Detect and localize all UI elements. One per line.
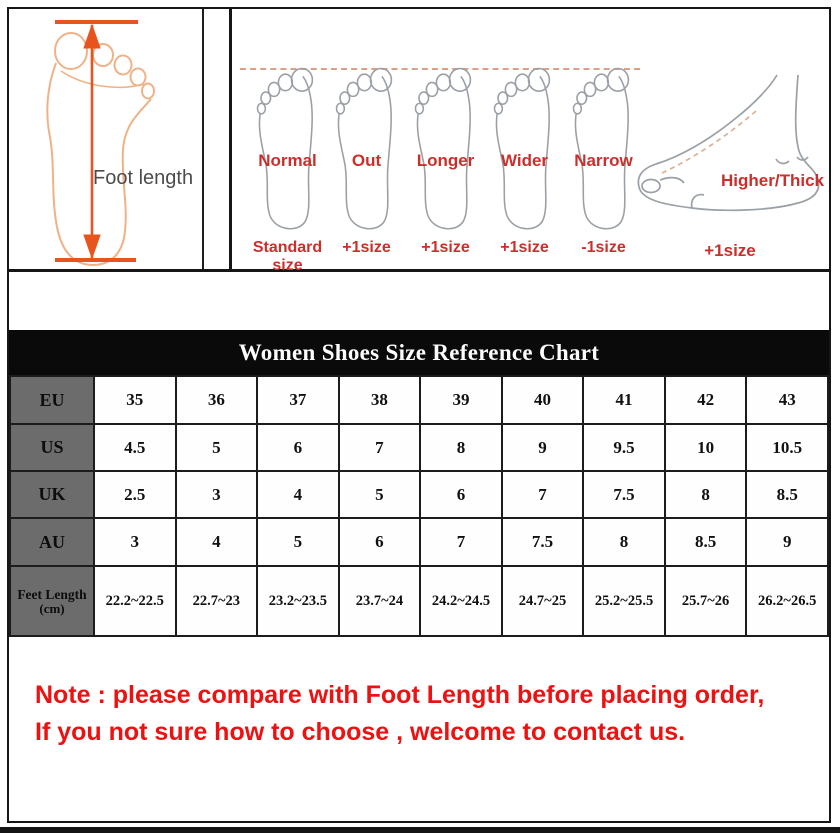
size-row-uk (10, 471, 828, 518)
higher-thick-size-adjustment: +1size (704, 241, 756, 260)
row-label: US (10, 424, 94, 471)
foot-profile-outline-icon (634, 73, 826, 218)
size-row-us (10, 424, 828, 471)
foot-outline-top-view-icon (490, 65, 560, 235)
foot-type-label: Wider (500, 151, 549, 170)
note-text (35, 677, 840, 751)
foot-type-label: Out (351, 151, 382, 170)
size-cell: 26.2~26.5 (746, 566, 828, 636)
foot-diagram-narrow (564, 65, 643, 256)
size-cell: 24.7~25 (502, 566, 584, 636)
size-cell: 8 (583, 518, 665, 566)
size-row-au (10, 518, 828, 566)
size-cell: 25.7~26 (665, 566, 747, 636)
size-cell: 8.5 (746, 471, 828, 518)
row-label: Feet Length (cm) (10, 566, 94, 636)
size-cell: 5 (339, 471, 421, 518)
size-cell: 7.5 (502, 518, 584, 566)
size-chart-title: Women Shoes Size Reference Chart (9, 330, 829, 375)
size-cell: 7 (502, 471, 584, 518)
higher-thick-label: Higher/Thick (721, 171, 824, 190)
row-label: UK (10, 471, 94, 518)
size-cell: 8 (420, 424, 502, 471)
size-cell: 8.5 (665, 518, 747, 566)
size-cell: 9 (746, 518, 828, 566)
size-cell: 4.5 (94, 424, 176, 471)
size-table-body (10, 376, 828, 636)
size-cell: 37 (257, 376, 339, 424)
size-cell: 8 (665, 471, 747, 518)
size-cell: 3 (176, 471, 258, 518)
size-cell: 22.2~22.5 (94, 566, 176, 636)
size-cell: 24.2~24.5 (420, 566, 502, 636)
foot-outline-top-view-icon (411, 65, 481, 235)
size-cell: 6 (257, 424, 339, 471)
size-cell: 6 (339, 518, 421, 566)
size-cell: 43 (746, 376, 828, 424)
size-cell: 38 (339, 376, 421, 424)
foot-diagram-wider (485, 65, 564, 256)
foot-length-arrow-icon (9, 9, 204, 270)
panel-gap (204, 9, 229, 269)
foot-type-label: Normal (258, 151, 317, 170)
size-cell: 22.7~23 (176, 566, 258, 636)
foot-size-adjustment: -1size (581, 239, 626, 256)
feet-comparison-row (248, 65, 643, 274)
size-cell: 7.5 (583, 471, 665, 518)
size-cell: 10.5 (746, 424, 828, 471)
top-section (9, 9, 829, 272)
size-row-eu (10, 376, 828, 424)
foot-size-adjustment: +1size (342, 239, 391, 256)
size-cell: 4 (257, 471, 339, 518)
foot-size-adjustment: +1size (421, 239, 470, 256)
size-cell: 2.5 (94, 471, 176, 518)
foot-diagram-longer (406, 65, 485, 256)
size-cell: 10 (665, 424, 747, 471)
note-line-1: Note : please compare with Foot Length before placing order, (35, 681, 765, 709)
foot-side-view-group (634, 73, 826, 260)
size-cell: 7 (339, 424, 421, 471)
size-cell: 35 (94, 376, 176, 424)
row-label: EU (10, 376, 94, 424)
size-cell: 25.2~25.5 (583, 566, 665, 636)
size-cell: 41 (583, 376, 665, 424)
size-cell: 5 (257, 518, 339, 566)
size-cell: 23.7~24 (339, 566, 421, 636)
size-table (9, 375, 829, 637)
size-cell: 42 (665, 376, 747, 424)
size-cell: 4 (176, 518, 258, 566)
size-cell: 9 (502, 424, 584, 471)
content-frame (7, 7, 831, 823)
size-cell: 36 (176, 376, 258, 424)
size-cell: 6 (420, 471, 502, 518)
foot-size-adjustment: Standard size (252, 239, 323, 274)
size-cell: 5 (176, 424, 258, 471)
foot-diagram-out (327, 65, 406, 256)
foot-outline-top-view-icon (569, 65, 639, 235)
bottom-edge-bar (0, 827, 840, 833)
foot-outline-top-view-icon (332, 65, 402, 235)
row-label: AU (10, 518, 94, 566)
size-row-feet-length (10, 566, 828, 636)
size-cell: 39 (420, 376, 502, 424)
measurement-panel (9, 9, 204, 269)
foot-type-label: Longer (416, 151, 475, 170)
section-gap (9, 272, 829, 330)
note-section (9, 637, 829, 822)
foot-length-label: Foot length (93, 167, 194, 189)
size-cell: 9.5 (583, 424, 665, 471)
fit-guide-panel (229, 9, 829, 274)
foot-diagram-normal (248, 65, 327, 274)
size-cell: 23.2~23.5 (257, 566, 339, 636)
size-cell: 40 (502, 376, 584, 424)
size-cell: 7 (420, 518, 502, 566)
size-cell: 3 (94, 518, 176, 566)
foot-type-label: Narrow (574, 151, 633, 170)
foot-outline-top-view-icon (253, 65, 323, 235)
note-line-2: If you not sure how to choose , welcome to contact us. (35, 718, 686, 746)
foot-size-adjustment: +1size (500, 239, 549, 256)
